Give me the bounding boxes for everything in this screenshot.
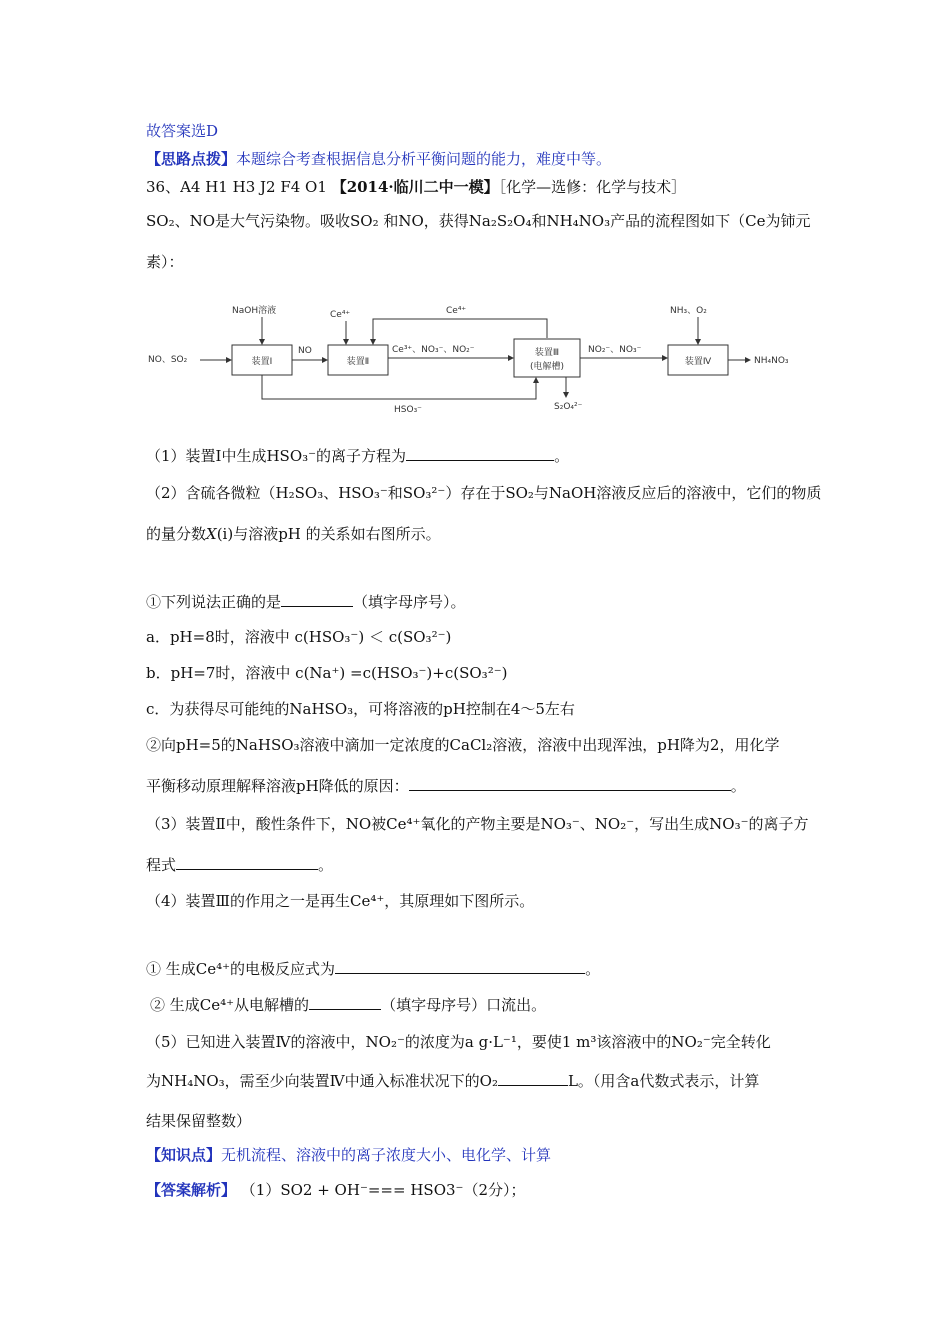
ce-recycle-label: Ce⁴⁺ (446, 306, 467, 316)
hso3-label: HSO₃⁻ (394, 405, 422, 415)
q2-option-b: b．pH=7时，溶液中 c(Na⁺) =c(HSO₃⁻)+c(SO₃²⁻) (146, 664, 508, 682)
question-topic: ［化学—选修：化学与技术］ (498, 178, 687, 196)
device-3-label: 装置Ⅲ (534, 348, 560, 358)
q2-sub2-text: 平衡移动原理解释溶液pH降低的原因： (146, 777, 409, 795)
q2-sub2-line-1: ②向pH=5的NaHSO₃溶液中滴加一定浓度的CaCl₂溶液，溶液中出现浑浊，pH降为2，用化学 (146, 736, 780, 754)
q2-sub1-blank[interactable] (281, 592, 353, 607)
question-source: 【2014·临川二中一模】 (331, 178, 499, 196)
q2-option-c: c．为获得尽可能纯的NaHSO₃，可将溶液的pH控制在4～5左右 (146, 700, 575, 718)
q4-line-1: （4）装置Ⅲ的作用之一是再生Ce⁴⁺，其原理如下图所示。 (146, 892, 535, 910)
product-label: NH₄NO₃ (754, 356, 789, 366)
q4-sub2-blank[interactable] (309, 995, 381, 1010)
ce-recycle-arrow (373, 319, 547, 344)
q2-sub2-end: 。 (730, 777, 746, 795)
q4-sub2-end: （填字母序号）口流出。 (381, 996, 547, 1014)
q2-sub2-line-2 (146, 776, 746, 796)
q3-text: 程式 (146, 856, 177, 874)
answer-line: 故答案选D (146, 122, 219, 140)
q2-option-a: a．pH=8时，溶液中 c(HSO₃⁻) ＜ c(SO₃²⁻) (146, 628, 452, 646)
analysis-line (146, 1180, 526, 1200)
q4-sub1-line (146, 959, 600, 979)
device-1-label: 装置Ⅰ (251, 357, 273, 367)
reagent-nh3-label: NH₃、O₂ (670, 306, 707, 316)
q2-line-2 (146, 524, 441, 544)
hso3-return-arrow (262, 375, 536, 399)
reagent-naoh-label: NaOH溶液 (232, 306, 277, 316)
q4-sub1-blank[interactable] (335, 959, 585, 974)
question-header (146, 177, 686, 197)
q4-sub2-line (150, 995, 546, 1015)
q4-sub2-text: ② 生成Ce⁴⁺从电解槽的 (150, 996, 310, 1014)
q5-text: 为NH₄NO₃，需至少向装置Ⅳ中通入标准状况下的O₂ (146, 1072, 498, 1090)
q3-end: 。 (318, 856, 334, 874)
intro-line-1: SO₂、NO是大气污染物。吸收SO₂ 和NO，获得Na₂S₂O₄和NH₄NO₃产品的流程图如下（Ce为铈元 (146, 212, 811, 230)
nitrite-nitrate-label: NO₂⁻、NO₃⁻ (588, 345, 642, 355)
process-flow-diagram (146, 295, 816, 420)
tip-text: 本题综合考查根据信息分析平衡问题的能力，难度中等。 (236, 150, 612, 168)
device-3-sublabel: (电解槽) (529, 362, 565, 372)
s2o4-label: S₂O₄²⁻ (554, 402, 583, 412)
q5-answer-blank[interactable] (498, 1071, 568, 1086)
tip-label: 【思路点拨】 (146, 150, 237, 168)
device-4-label: 装置Ⅳ (684, 357, 712, 367)
q1-line (146, 446, 569, 466)
q4-sub1-text: ① 生成Ce⁴⁺的电极反应式为 (146, 960, 336, 978)
question-codes: 36、A4 H1 H3 J2 F4 O1 (146, 178, 327, 196)
q5-line-3: 结果保留整数） (146, 1112, 252, 1130)
q2-line-1: （2）含硫各微粒（H₂SO₃、HSO₃⁻和SO₃²⁻）存在于SO₂与NaOH溶液反应后的溶液中，它们的物质 (146, 484, 822, 502)
input-gas-label: NO、SO₂ (148, 355, 188, 365)
ce3-no-label: Ce³⁺、NO₃⁻、NO₂⁻ (392, 345, 475, 355)
q3-answer-blank[interactable] (176, 855, 318, 870)
knowledge-label: 【知识点】 (146, 1146, 222, 1164)
q1-answer-blank[interactable] (406, 446, 554, 461)
no-label: NO (298, 346, 312, 356)
q5-line-2 (146, 1071, 759, 1091)
q2-l2-b: (i)与溶液pH 的关系如右图所示。 (216, 525, 441, 543)
q2-sub1-line (146, 592, 466, 612)
q1-end: 。 (554, 447, 570, 465)
q1-text: （1）装置Ⅰ中生成HSO₃⁻的离子方程为 (146, 447, 407, 465)
knowledge-line (146, 1145, 551, 1165)
knowledge-text: 无机流程、溶液中的离子浓度大小、电化学、计算 (221, 1146, 552, 1164)
q2-sub1-text: ①下列说法正确的是 (146, 593, 282, 611)
q5-line-1: （5）已知进入装置Ⅳ的溶液中，NO₂⁻的浓度为a g·L⁻¹，要使1 m³该溶液中的NO₂⁻完全转化 (146, 1033, 771, 1051)
q4-sub1-end: 。 (585, 960, 601, 978)
reagent-ce-label: Ce⁴⁺ (330, 310, 351, 320)
intro-line-2: 素）： (146, 253, 184, 271)
q2-sub1-end: （填字母序号）。 (353, 593, 466, 611)
q2-l2-a: 的量分数 (146, 525, 207, 543)
q2-sub2-blank[interactable] (409, 776, 731, 791)
analysis-label: 【答案解析】 (146, 1181, 237, 1199)
tip-line (146, 149, 611, 169)
q2-l2-x: X (206, 525, 217, 543)
q3-line-1: （3）装置Ⅱ中，酸性条件下，NO被Ce⁴⁺氧化的产物主要是NO₃⁻、NO₂⁻，写出生成NO₃⁻的离子方 (146, 815, 809, 833)
device-2-label: 装置Ⅱ (346, 357, 370, 367)
q5-end: L。（用含a代数式表示，计算 (567, 1072, 760, 1090)
q3-line-2 (146, 855, 333, 875)
analysis-text: （1）SO2 + OH⁻=== HSO3⁻（2分）； (240, 1181, 526, 1199)
